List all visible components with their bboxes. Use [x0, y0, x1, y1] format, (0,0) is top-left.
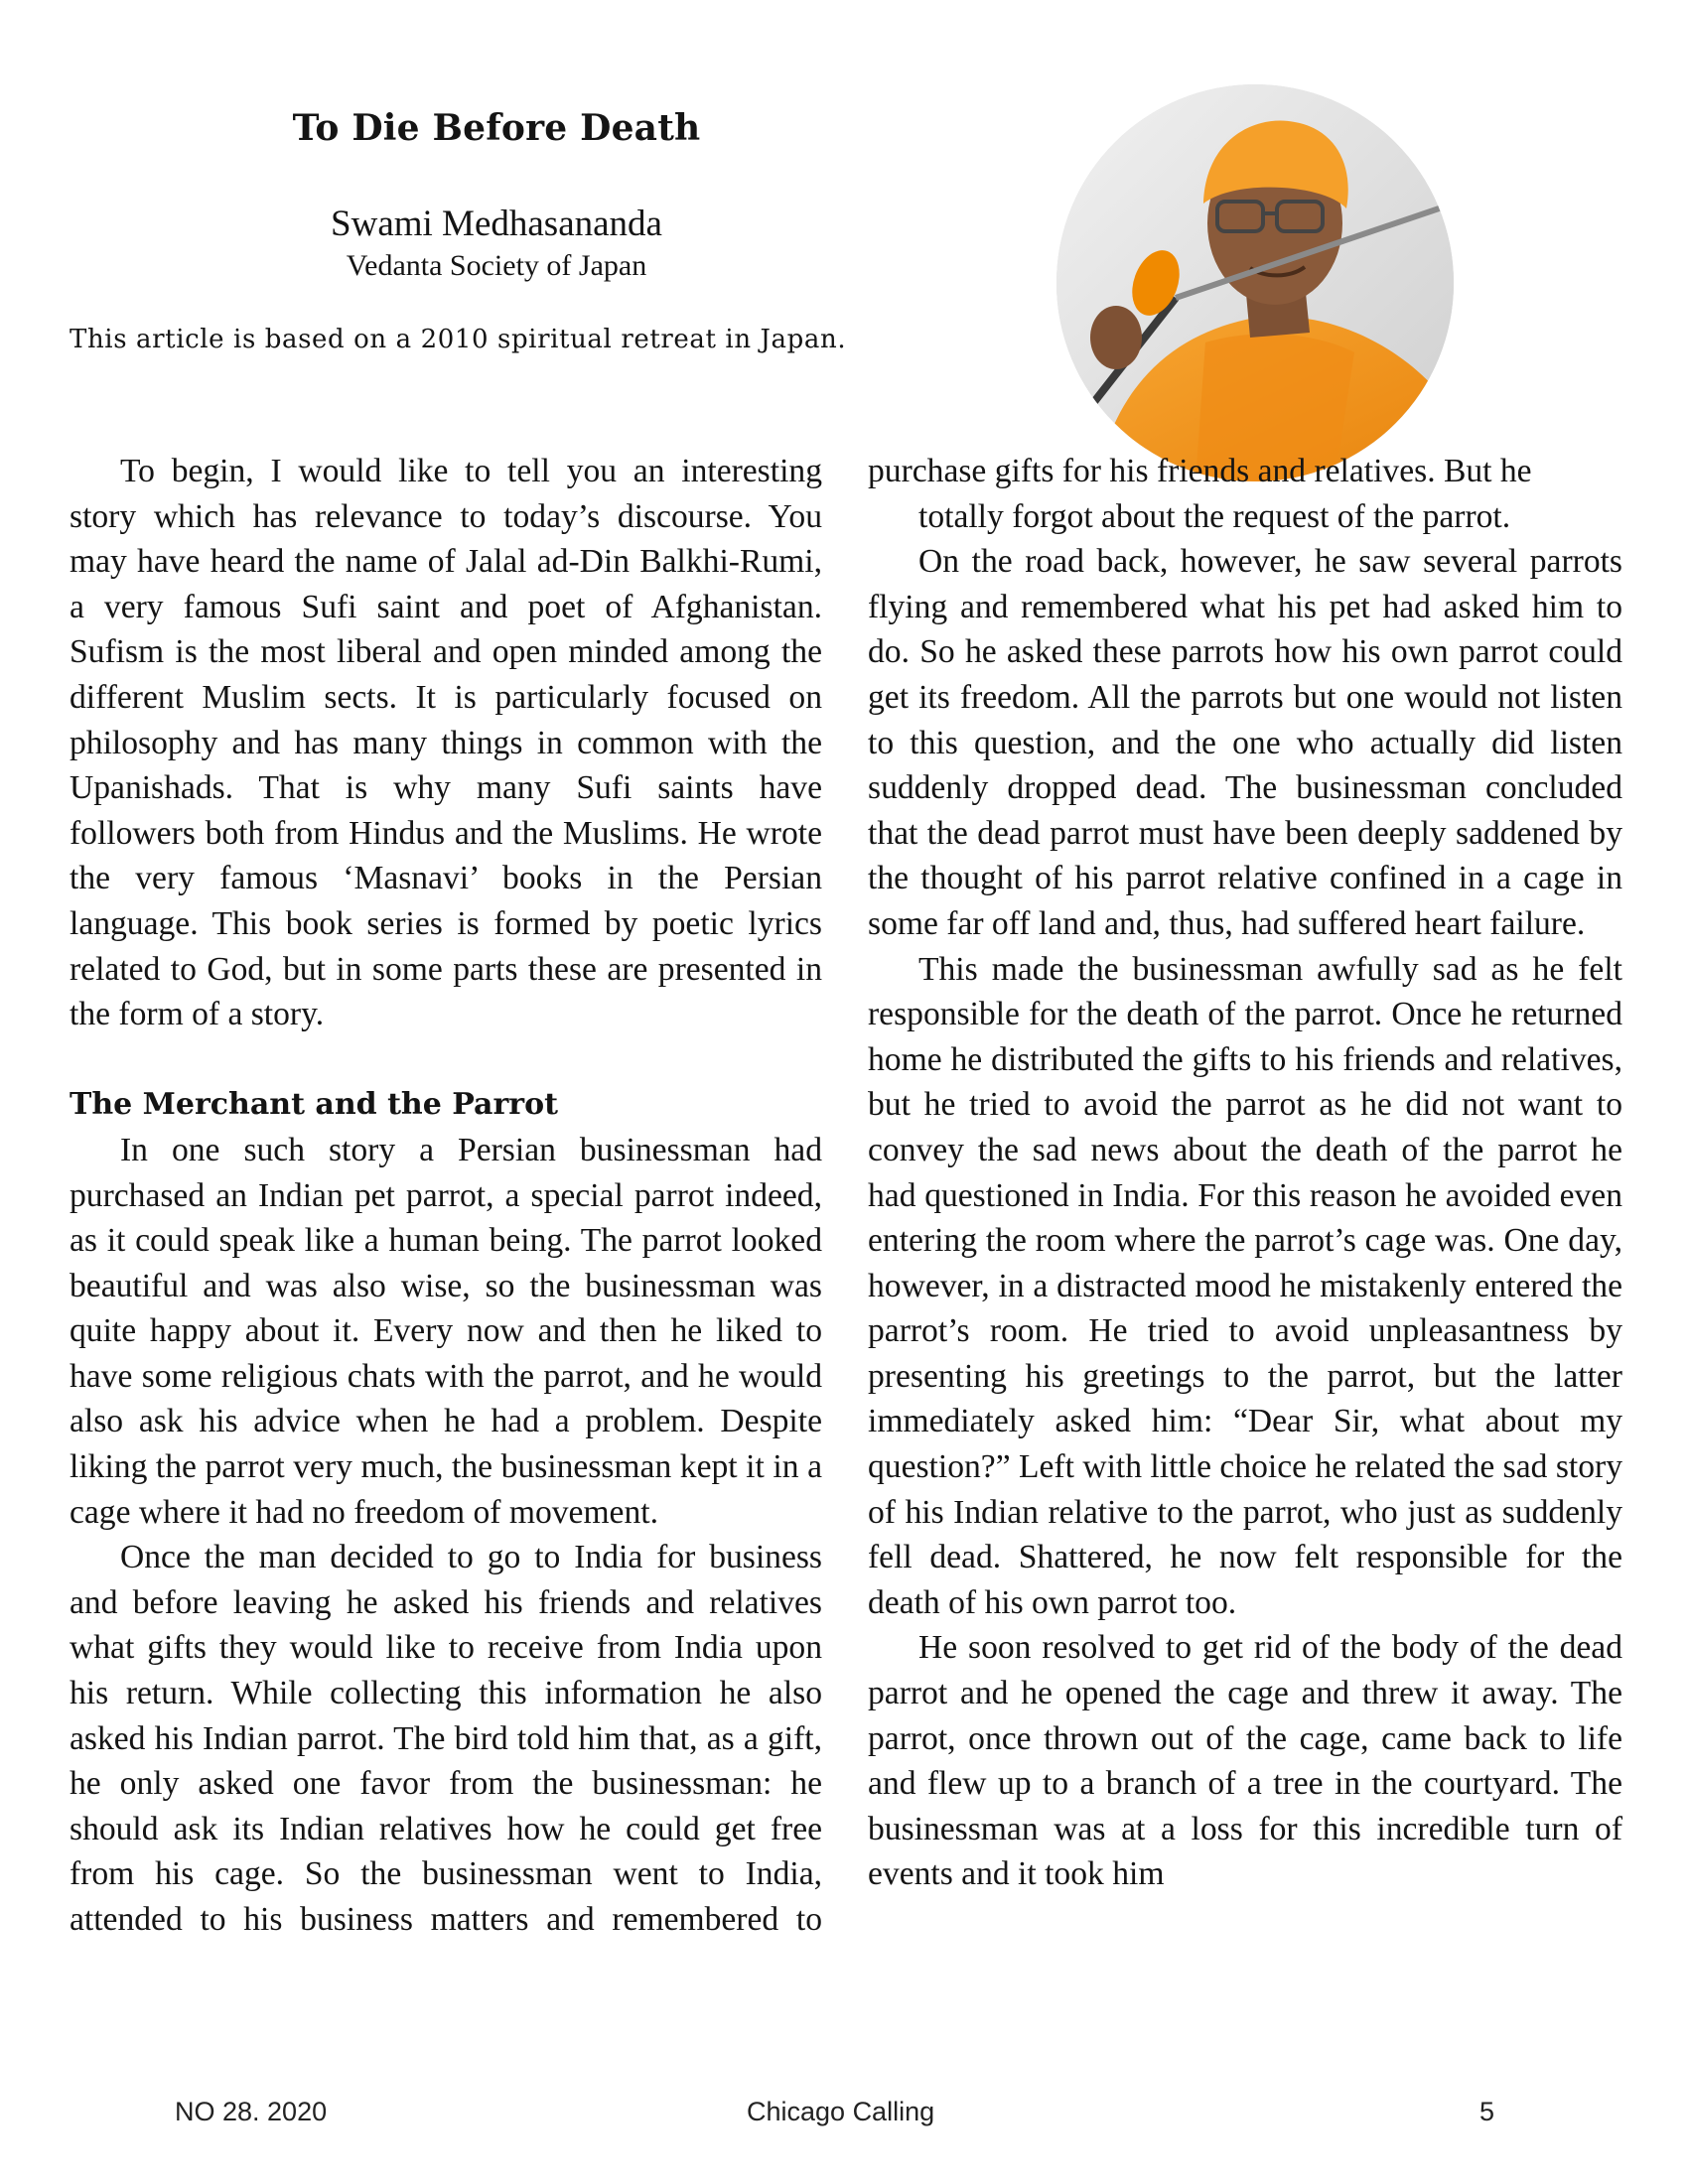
paragraph: In one such story a Persian businessman had purchased an Indian pet parrot, a special parrot indeed, as it could speak like a human being. The parrot looked beautiful and was also wise, so the businessman was quite happy about it. Every now and then he liked to have some religious chats with the parrot, and he would also ask his advice when he had a problem. Despite liking the parrot very much, the businessman kept it in a cage where it had no freedom of movement. [70, 1131, 822, 1531]
paragraph: On the road back, however, he saw several parrots flying and remembered what his pet had asked him to do. So he asked these parrots how his own parrot could get its freedom. All the parrots but one would not listen to this question, and the one who actually did listen suddenly dropped dead. The businessman concluded that the dead parrot must have been deeply saddened by the thought of his parrot relative confined in a cage in some far off land and, thus, had suffered heart failure. [868, 543, 1622, 942]
left-column [70, 449, 822, 1943]
paragraph: To begin, I would like to tell you an interesting story which has relevance to today’s discourse. You may have heard the name of Jalal ad-Din Balkhi-Rumi, a very famous Sufi saint and poet of Afghanistan. Sufism is the most liberal and open minded among the different Muslim sects. It is particularly focused on philosophy and has many things in common with the Upanishads. That is why many Sufi saints have followers both from Hindus and the Muslims. He wrote the very famous ‘Masnavi’ books in the Persian language. This book series is formed by poetic lyrics related to God, but in some parts these are presented in the form of a story. [70, 453, 822, 1033]
footer-magazine: Chicago Calling [747, 2097, 935, 2126]
author-organization: Vedanta Society of Japan [346, 249, 647, 282]
right-column [868, 449, 1622, 1897]
portrait-illustration [1056, 84, 1454, 481]
page-number: 5 [1479, 2097, 1495, 2126]
section-heading: The Merchant and the Parrot [70, 1087, 558, 1123]
author-portrait [1056, 84, 1454, 481]
paragraph-continued: purchase gifts for his friends and relatives. But he [868, 453, 1532, 489]
article-intro: This article is based on a 2010 spiritual retreat in Japan. [70, 325, 847, 354]
paragraph: He soon resolved to get rid of the body of the dead parrot and he opened the cage and threw it away. The parrot, once thrown out of the cage, came back to life and flew up to a branch of a tree in the courtyard. The businessman was at a loss for this incredible turn of events and it took him [868, 1629, 1622, 1893]
paragraph: This made the businessman awfully sad as he felt responsible for the death of the parrot. Once he returned home he distributed the gifts to his friends and relatives, but he tried to avoid the parrot as he did not want to convey the sad news about the death of the parrot he had questioned in India. For this reason he avoided even entering the room where the parrot’s cage was. One day, however, in a distracted mood he mistakenly entered the parrot’s room. He tried to avoid unpleasantness by presenting his greetings to the parrot, but the latter immediately asked him: “Dear Sir, what about my question?” Left with little choice he related the sad story of his Indian relative to the parrot, who just as suddenly fell dead. Shattered, he now felt responsible for the death of his own parrot too. [868, 950, 1622, 1621]
article-title: To Die Before Death [292, 107, 701, 149]
footer-issue: NO 28. 2020 [175, 2097, 328, 2126]
paragraph: Once the man decided to go to India for business and before leaving he asked his friends and relatives what gifts they would like to receive from India upon his return. While collecting this information he also asked his Indian parrot. The bird told him that, as a gift, he only asked one favor from the businessman: he should ask its Indian relatives how he could get free from his cage. So the businessman went to India, attended to his business matters and remembered to [70, 1539, 822, 1938]
paragraph-continued: totally forgot about the request of the parrot. [918, 497, 1511, 535]
author-name: Swami Medhasananda [331, 204, 662, 244]
